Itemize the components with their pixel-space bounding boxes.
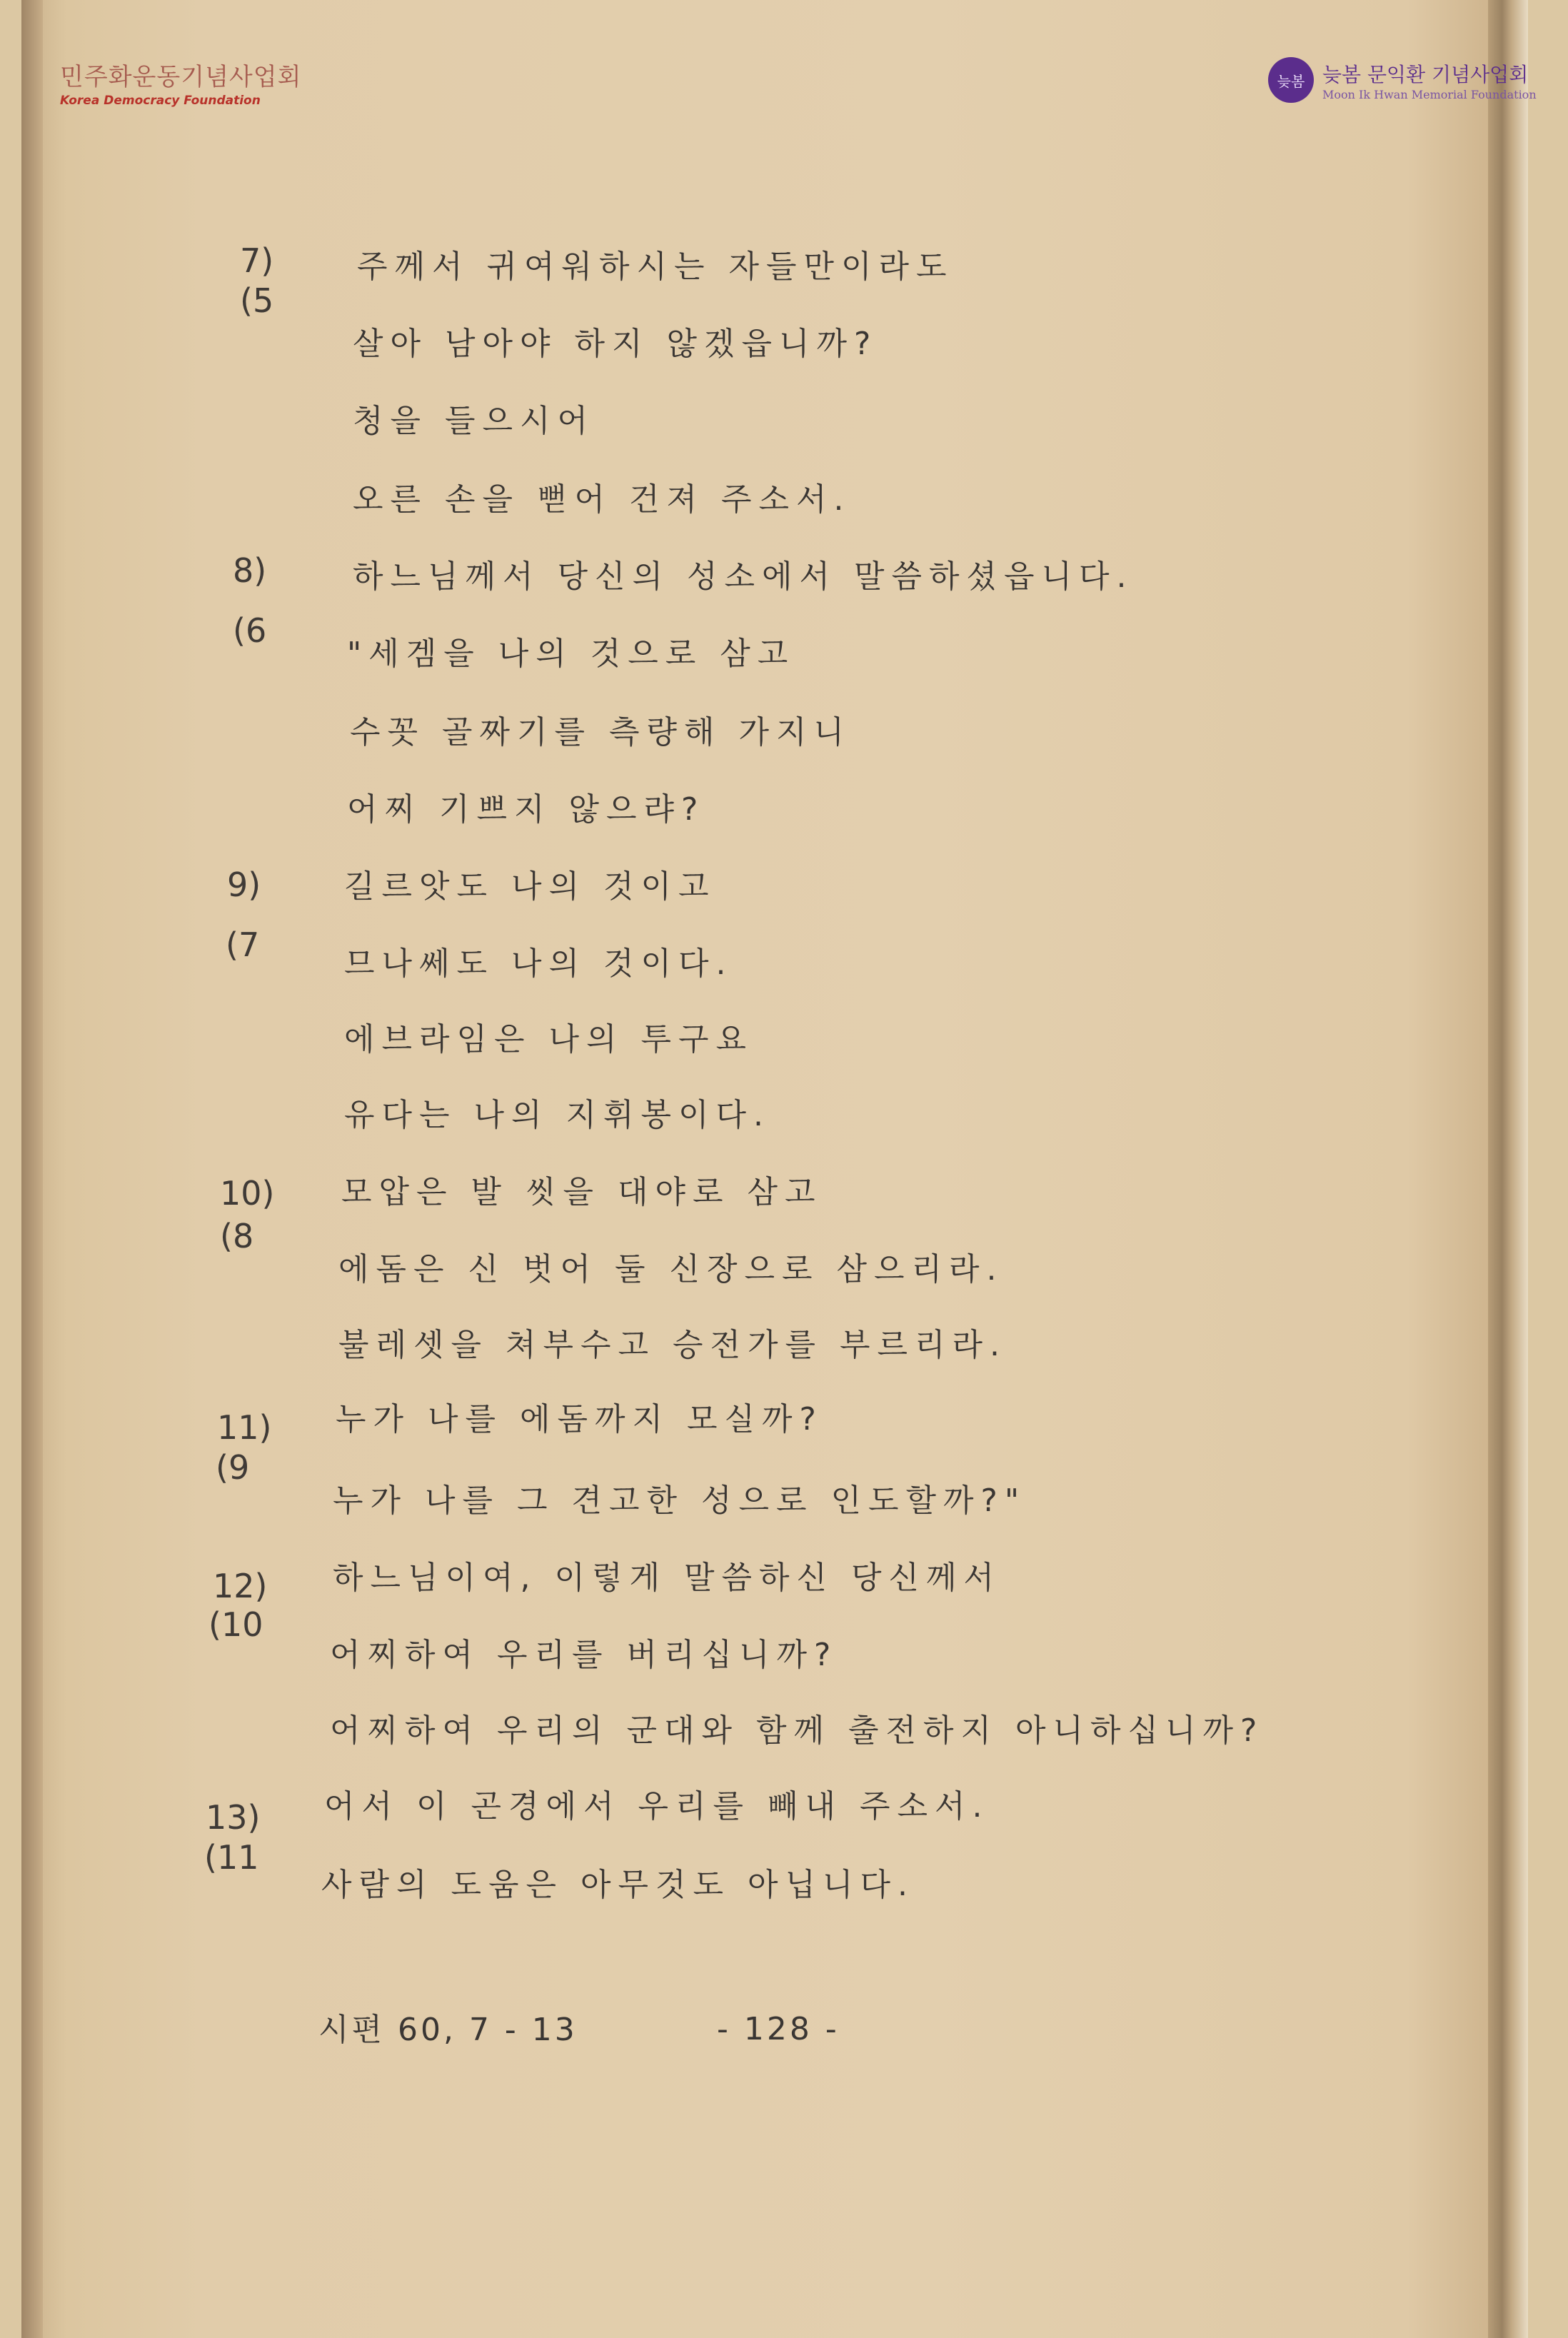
korea-democracy-foundation-logo — [60, 57, 301, 108]
verse-line: 누가 나를 에돔까지 모실까? — [336, 1401, 823, 1438]
verse-number: 7) — [240, 241, 274, 280]
verse-line: 에돔은 신 벗어 둘 신장으로 삼으리라. — [338, 1251, 1004, 1288]
original-verse-number: (6 — [233, 611, 267, 650]
left-logo-korean: 민주화운동기념사업회 — [60, 63, 302, 91]
left-logo-english: Korea Democracy Foundation — [60, 94, 261, 108]
verse-number: 9) — [227, 866, 261, 904]
verse-line: "세겜을 나의 것으로 삼고 — [347, 636, 795, 672]
verse-line: 불레셋을 쳐부수고 승전가를 부르리라. — [338, 1327, 1007, 1363]
right-logo-korean: 늦봄 문익환 기념사업회 — [1322, 62, 1529, 86]
verse-line: 수꼿 골짜기를 측량해 가지니 — [350, 714, 852, 751]
verse-line: 살아 남아야 하지 않겠읍니까? — [353, 326, 878, 362]
original-verse-number: (8 — [220, 1217, 254, 1255]
verse-line: 누가 나를 그 견고한 성으로 인도할까?" — [333, 1482, 1027, 1519]
verse-line: 어찌하여 우리의 군대와 함께 출전하지 아니하십니까? — [330, 1712, 1265, 1749]
verse-line: 유다는 나의 지휘봉이다. — [344, 1097, 770, 1133]
verse-line: 오른 손을 뻗어 건져 주소서. — [353, 481, 851, 518]
foundation-seal-icon: 늦봄 — [1268, 57, 1314, 103]
original-verse-number: (5 — [240, 281, 274, 320]
verse-line: 청을 들으시어 — [353, 403, 595, 439]
verse-line: 주께서 귀여워하시는 자들만이라도 — [357, 249, 954, 285]
scripture-reference: 시편 60, 7 - 13 — [318, 2012, 578, 2048]
verse-line: 어찌 기쁘지 않으랴? — [347, 791, 705, 828]
verse-number: 8) — [233, 551, 267, 590]
verse-number: 10) — [220, 1174, 275, 1213]
original-verse-number: (11 — [204, 1838, 259, 1877]
verse-line: 에브라임은 나의 투구요 — [344, 1021, 754, 1058]
verse-number: 13) — [206, 1798, 261, 1837]
verse-number: 11) — [217, 1408, 272, 1447]
verse-line: 므나쎄도 나의 것이다. — [344, 945, 733, 982]
verse-line: 하느님이여, 이렇게 말씀하신 당신께서 — [333, 1560, 1002, 1596]
verse-line: 길르앗도 나의 것이고 — [344, 868, 716, 905]
right-logo-english: Moon Ik Hwan Memorial Foundation — [1322, 87, 1537, 101]
verse-number: 12) — [213, 1567, 268, 1605]
verse-line: 어찌하여 우리를 버리십니까? — [330, 1637, 838, 1673]
original-verse-number: (7 — [226, 925, 260, 964]
page-left-edge — [21, 0, 43, 2338]
original-verse-number: (10 — [208, 1605, 263, 1644]
verse-line: 어서 이 곤경에서 우리를 빼내 주소서. — [324, 1788, 990, 1825]
verse-line: 사람의 도움은 아무것도 아닙니다. — [321, 1867, 915, 1903]
book-spine — [1488, 0, 1528, 2338]
verse-line: 하느님께서 당신의 성소에서 말씀하셨읍니다. — [353, 558, 1134, 595]
verse-line: 모압은 발 씻을 대야로 삼고 — [341, 1174, 823, 1210]
original-verse-number: (9 — [216, 1448, 250, 1487]
moon-ik-hwan-foundation-logo — [1268, 57, 1537, 103]
page-number: - 128 - — [717, 2011, 840, 2047]
